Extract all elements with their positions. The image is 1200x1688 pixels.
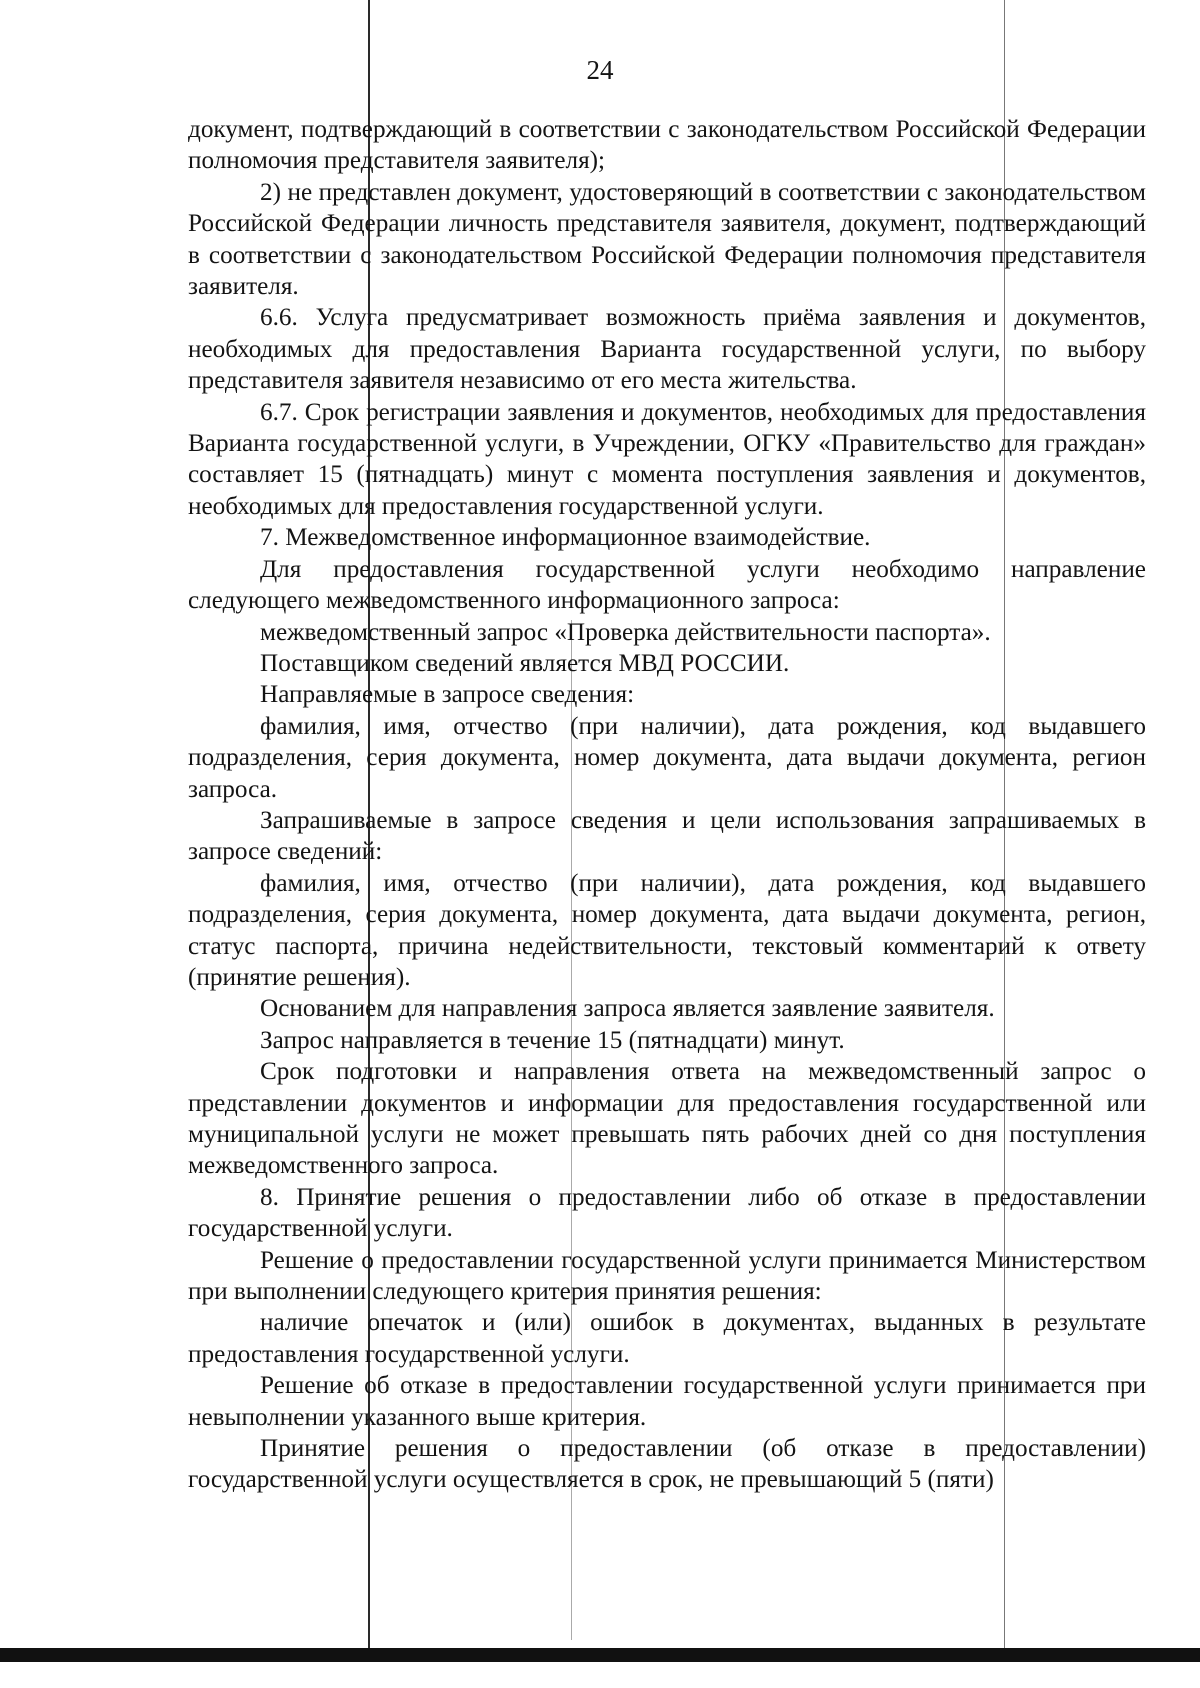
section-heading: 8. Принятие решения о предоставлении либо об отказе в предоставлении государственной услуги. bbox=[188, 1183, 1146, 1243]
section-heading: 7. Межведомственное информационное взаимодействие. bbox=[260, 524, 871, 552]
paragraph: Для предоставления государственной услуги необходимо направление следующего межведомственного информационного запроса: bbox=[188, 555, 1146, 615]
scan-bottom-edge bbox=[0, 1648, 1200, 1662]
paragraph: Принятие решения о предоставлении (об отказе в предоставлении) государственной услуги осуществляется в срок, не превышающий 5 (пяти) bbox=[188, 1435, 1146, 1494]
paragraph: 6.6. Услуга предусматривает возможность приёма заявления и документов, необходимых для предоставления Варианта государственной услуги, по выбору представителя заявителя независимо от его места жительства. bbox=[188, 304, 1146, 395]
paragraph: документ, подтверждающий в соответствии с законодательством Российской Федерации полномочия представителя заявителя); bbox=[188, 116, 1146, 175]
paragraph: Поставщиком сведений является МВД РОССИИ. bbox=[260, 649, 790, 677]
paragraph: 2) не представлен документ, удостоверяющий в соответствии с законодательством Российской Федерации личность представителя заявителя, документ, подтверждающий в соответствии с законодательством Российской Федерации полномочия представителя заявителя. bbox=[188, 178, 1146, 301]
paragraph: Срок подготовки и направления ответа на межведомственный запрос о представлении документов и информации для предоставления государственной или муниципальной услуги не может превышать пять рабочих дней со дня поступления межведомственного запроса. bbox=[188, 1058, 1146, 1180]
page-number: 24 bbox=[586, 55, 614, 85]
paragraph: Решение об отказе в предоставлении государственной услуги принимается при невыполнении указанного выше критерия. bbox=[188, 1372, 1146, 1431]
paragraph: Запрос направляется в течение 15 (пятнадцати) минут. bbox=[260, 1026, 845, 1054]
paragraph: межведомственный запрос «Проверка действительности паспорта». bbox=[260, 618, 991, 646]
paragraph: Основанием для направления запроса является заявление заявителя. bbox=[260, 995, 995, 1023]
paragraph: фамилия, имя, отчество (при наличии), дата рождения, код выдавшего подразделения, серия документа, номер документа, дата выдачи документа, регион запроса. bbox=[188, 712, 1146, 803]
paragraph: Решение о предоставлении государственной услуги принимается Министерством при выполнении следующего критерия принятия решения: bbox=[188, 1246, 1146, 1306]
paragraph: фамилия, имя, отчество (при наличии), дата рождения, код выдавшего подразделения, серия документа, номер документа, дата выдачи документа, регион, статус паспорта, причина недействительности, текстовый комментарий к ответу (принятие решения). bbox=[188, 869, 1146, 991]
body-text bbox=[188, 114, 1146, 1496]
paragraph: наличие опечаток и (или) ошибок в документах, выданных в результате предоставления государственной услуги. bbox=[188, 1309, 1146, 1368]
paragraph: Запрашиваемые в запросе сведения и цели использования запрашиваемых в запросе сведений: bbox=[188, 806, 1146, 866]
paragraph: 6.7. Срок регистрации заявления и документов, необходимых для предоставления Варианта государственной услуги, в Учреждении, ОГКУ «Правительство для граждан» составляет 15 (пятнадцать) минут с момента поступления заявления и документов, необходимых для предоставления государственной услуги. bbox=[188, 398, 1146, 520]
paragraph: Направляемые в запросе сведения: bbox=[260, 681, 635, 709]
